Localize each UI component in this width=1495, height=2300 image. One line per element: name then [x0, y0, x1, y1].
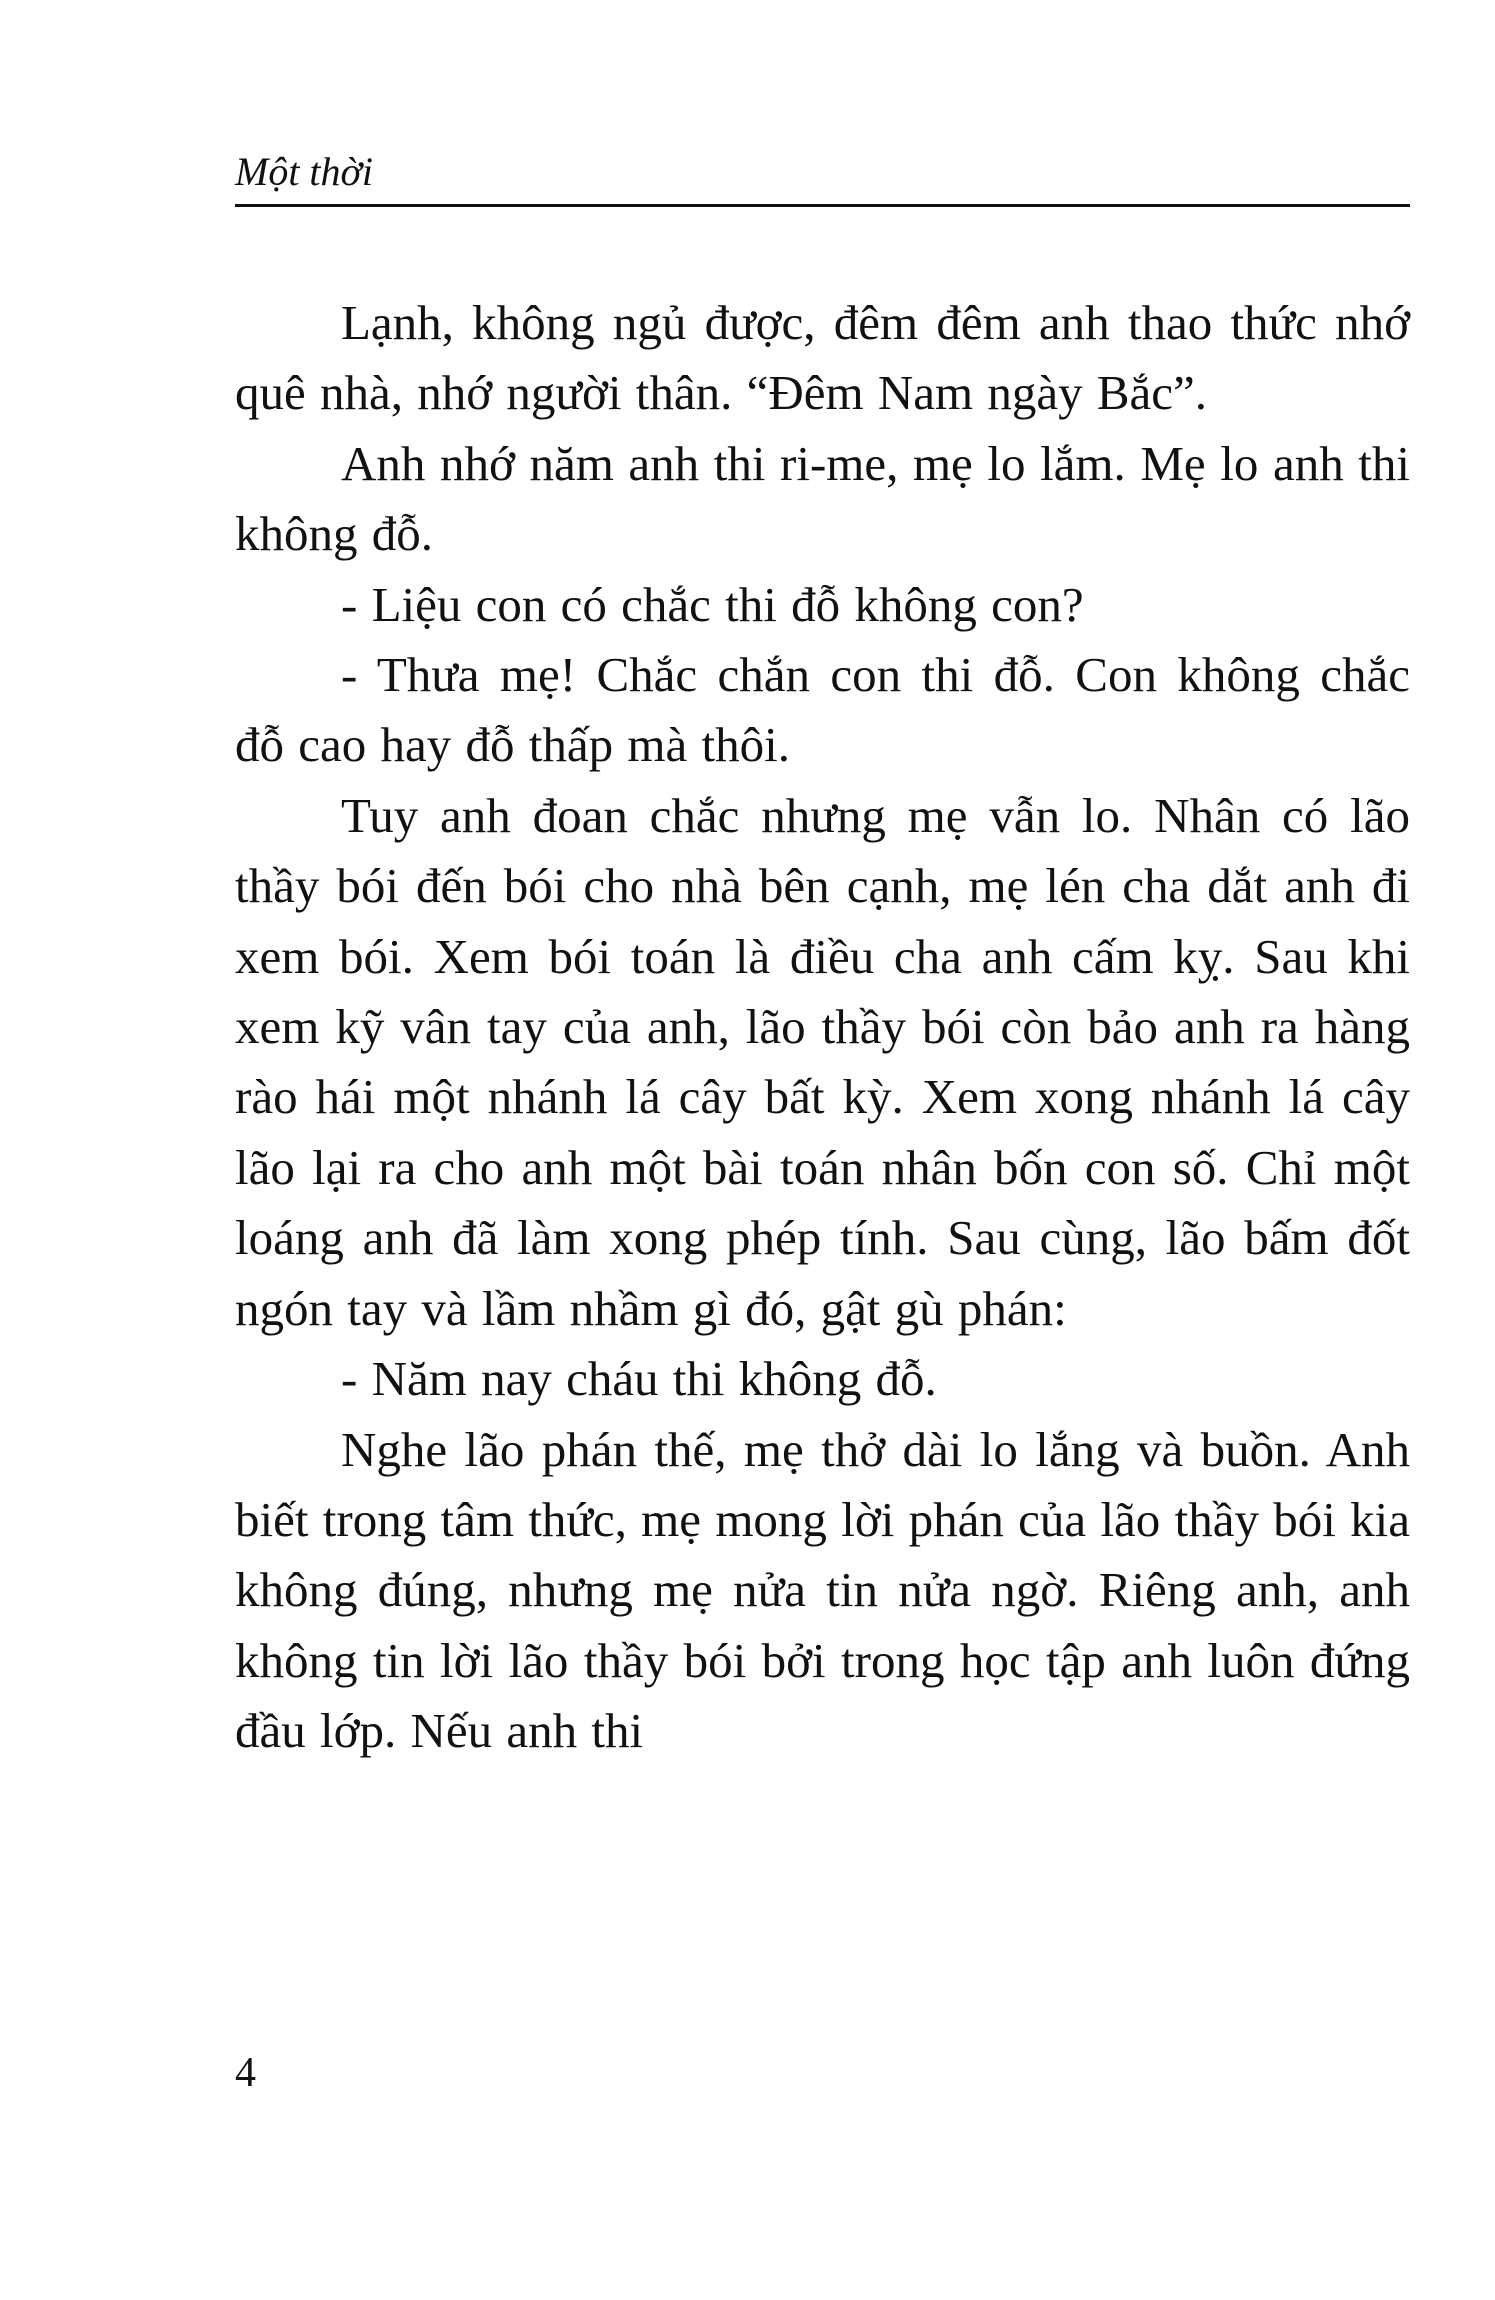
header-rule [235, 204, 1410, 207]
page-number: 4 [235, 2050, 256, 2096]
dialogue-line-1: - Liệu con có chắc thi đỗ không con? [341, 576, 1084, 632]
page-header [235, 148, 1410, 207]
paragraph-2: Anh nhớ năm anh thi ri-me, mẹ lo lắm. Mẹ lo anh thi không đỗ. [235, 435, 1410, 562]
running-title: Một thời [235, 149, 374, 194]
paragraph-1: Lạnh, không ngủ được, đêm đêm anh thao thức nhớ quê nhà, nhớ người thân. “Đêm Nam ngày Bắc”. [235, 295, 1410, 421]
dialogue-line-2: - Thưa mẹ! Chắc chắn con thi đỗ. Con không chắc đỗ cao hay đỗ thấp mà thôi. [235, 647, 1410, 773]
dialogue-line-3: - Năm nay cháu thi không đỗ. [341, 1351, 937, 1407]
paragraph-4: Nghe lão phán thế, mẹ thở dài lo lắng và buồn. Anh biết trong tâm thức, mẹ mong lời phán của lão thầy bói kia không đúng, nhưng mẹ nửa tin nửa ngờ. Riêng anh, anh không tin lời lão thầy bói bởi trong học tập anh luôn đứng đầu lớp. Nếu anh thi [235, 1421, 1410, 1759]
paragraph-3: Tuy anh đoan chắc nhưng mẹ vẫn lo. Nhân có lão thầy bói đến bói cho nhà bên cạnh, mẹ lén cha dắt anh đi xem bói. Xem bói toán là điều cha anh cấm kỵ. Sau khi xem kỹ vân tay của anh, lão thầy bói còn bảo anh ra hàng rào hái một nhánh lá cây bất kỳ. Xem xong nhánh lá cây lão lại ra cho anh một bài toán nhân bốn con số. Chỉ một loáng anh đã làm xong phép tính. Sau cùng, lão bấm đốt ngón tay và lầm nhầm gì đó, gật gù phán: [235, 787, 1410, 1336]
body-text [235, 288, 1410, 1767]
